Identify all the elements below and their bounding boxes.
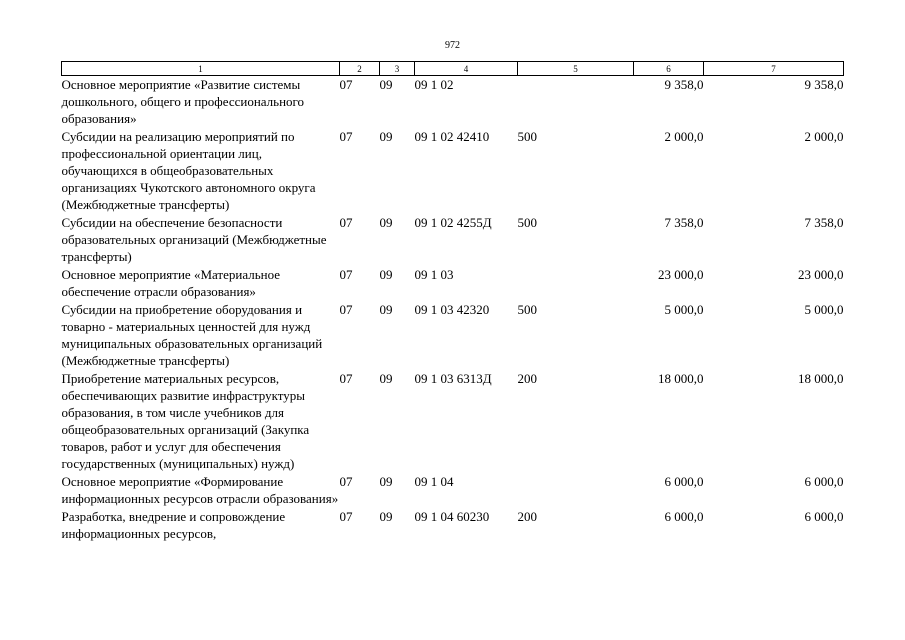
row-amount-col7: 2 000,0 [804, 129, 844, 144]
header-col-5: 5 [518, 62, 634, 76]
header-col-6: 6 [634, 62, 704, 76]
page-number: 972 [445, 40, 460, 51]
row-name: Разработка, внедрение и сопровождение информационных ресурсов, [61, 509, 286, 541]
row-section: 07 [339, 129, 353, 144]
row-name: Основное мероприятие «Формирование информационных ресурсов отрасли образования» [61, 474, 339, 506]
table-row [62, 214, 844, 266]
row-amount-col7: 6 000,0 [804, 509, 844, 524]
table-row [62, 301, 844, 370]
row-name: Субсидии на реализацию мероприятий по профессиональной ориентации лиц, обучающихся в общеобразовательных организациях Чукотского автономного округа (Межбюджетные трансферты) [61, 129, 316, 212]
row-amount-col6: 2 000,0 [664, 129, 704, 144]
row-amount-col6: 6 000,0 [664, 509, 704, 524]
row-subsection: 09 [379, 267, 393, 282]
row-name: Приобретение материальных ресурсов, обеспечивающих развитие инфраструктуры образования, в том числе учебников для общеобразовательных организаций (Закупка товаров, работ и услуг для обеспечения государственных (муниципальных) нужд) [61, 371, 310, 471]
row-amount-col6: 23 000,0 [658, 267, 704, 282]
row-subsection: 09 [379, 371, 393, 386]
row-expense-type: 500 [517, 302, 537, 317]
row-target-code: 09 1 04 [414, 474, 454, 489]
row-target-code: 09 1 02 [414, 77, 454, 92]
table-row [62, 128, 844, 214]
row-amount-col7: 23 000,0 [798, 267, 844, 282]
row-name: Субсидии на обеспечение безопасности образовательных организаций (Межбюджетные трансферты) [61, 215, 327, 264]
row-subsection: 09 [379, 509, 393, 524]
row-expense-type: 200 [517, 509, 537, 524]
row-target-code: 09 1 02 42410 [414, 129, 490, 144]
row-expense-type [518, 76, 634, 129]
table-row [62, 76, 844, 129]
row-section: 07 [339, 215, 353, 230]
row-amount-col7: 18 000,0 [798, 371, 844, 386]
row-amount-col7: 6 000,0 [804, 474, 844, 489]
row-target-code: 09 1 02 4255Д [414, 215, 492, 230]
row-subsection: 09 [379, 129, 393, 144]
row-expense-type: 200 [517, 371, 537, 386]
row-amount-col6: 9 358,0 [664, 77, 704, 92]
row-section: 07 [339, 77, 353, 92]
row-section: 07 [339, 302, 353, 317]
row-target-code: 09 1 03 [414, 267, 454, 282]
row-expense-type [518, 266, 634, 301]
table-row [62, 473, 844, 508]
row-name: Субсидии на приобретение оборудования и товарно - материальных ценностей для нужд муниципальных образовательных организаций (Межбюджетные трансферты) [61, 302, 323, 368]
row-section: 07 [339, 371, 353, 386]
row-subsection: 09 [379, 474, 393, 489]
row-amount-col6: 18 000,0 [658, 371, 704, 386]
row-amount-col6: 5 000,0 [664, 302, 704, 317]
row-expense-type: 500 [517, 129, 537, 144]
row-amount-col7: 9 358,0 [804, 77, 844, 92]
row-subsection: 09 [379, 77, 393, 92]
table-row [62, 508, 844, 543]
row-target-code: 09 1 04 60230 [414, 509, 490, 524]
row-expense-type: 500 [517, 215, 537, 230]
budget-table [61, 61, 844, 543]
row-target-code: 09 1 03 6313Д [414, 371, 492, 386]
row-amount-col6: 7 358,0 [664, 215, 704, 230]
row-subsection: 09 [379, 302, 393, 317]
header-col-4: 4 [415, 62, 518, 76]
row-section: 07 [339, 267, 353, 282]
row-name: Основное мероприятие «Материальное обеспечение отрасли образования» [61, 267, 281, 299]
row-amount-col6: 6 000,0 [664, 474, 704, 489]
row-section: 07 [339, 474, 353, 489]
header-col-2: 2 [340, 62, 380, 76]
row-subsection: 09 [379, 215, 393, 230]
header-row [62, 62, 844, 76]
row-target-code: 09 1 03 42320 [414, 302, 490, 317]
row-section: 07 [339, 509, 353, 524]
header-col-3: 3 [380, 62, 415, 76]
header-col-1: 1 [62, 62, 340, 76]
row-amount-col7: 5 000,0 [804, 302, 844, 317]
row-expense-type [518, 473, 634, 508]
header-col-7: 7 [704, 62, 844, 76]
row-amount-col7: 7 358,0 [804, 215, 844, 230]
row-name: Основное мероприятие «Развитие системы дошкольного, общего и профессионального образования» [61, 77, 305, 126]
table-row [62, 370, 844, 473]
table-row [62, 266, 844, 301]
